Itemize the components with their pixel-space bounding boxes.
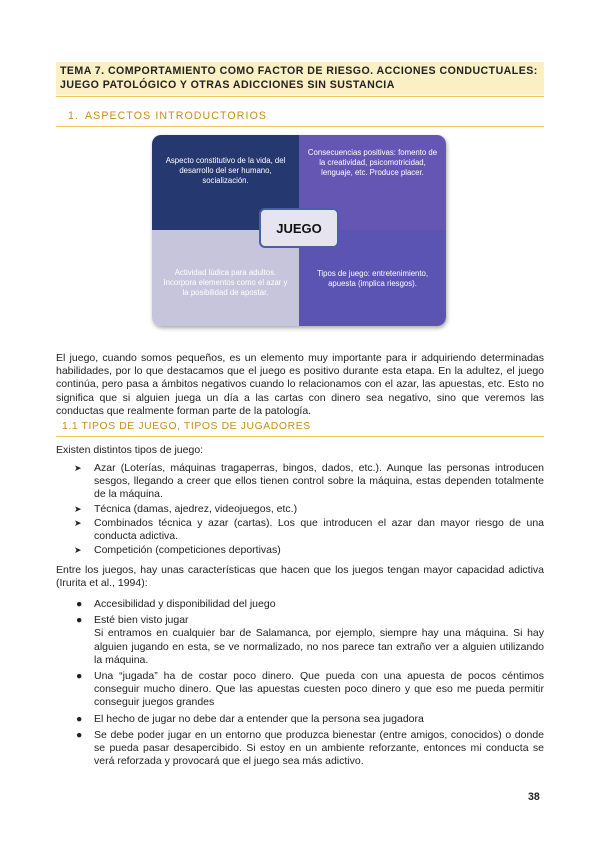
game-types-list: [56, 462, 544, 558]
list-item-text: Azar (Loterías, máquinas tragaperras, bingos, dados, etc.). Aunque las personas introducen sesgos, llegando a creer que ellos tienen control sobre la máquina, estas dependen totalmente de la máquina.: [94, 462, 544, 501]
list-item: [56, 713, 544, 726]
list-item-text: Esté bien visto jugar: [94, 614, 189, 627]
list-item-text: El hecho de jugar no debe dar a entender que la persona sea jugadora: [94, 712, 424, 725]
list-item: [56, 503, 544, 516]
list-item: [56, 598, 544, 611]
diagram-center-label: JUEGO: [259, 208, 339, 248]
topic-header: [56, 62, 544, 95]
list-item-text: Combinados técnica y azar (cartas). Los que introducen el azar dan mayor riesgo de una conducta adictiva.: [94, 516, 544, 543]
arrow-bullet-icon: ➤: [74, 517, 82, 528]
diagram-quadrant-bottom-left: Actividad lúdica para adultos. Incorpora elementos como el azar y la posibilidad de apostar.: [152, 230, 299, 326]
characteristics-intro: Entre los juegos, hay unas características que hacen que los juegos tengan mayor capacidad adictiva (Irurita et al., 1994):: [56, 564, 544, 590]
subsection-heading: 1.1 TIPOS DE JUEGO, TIPOS DE JUGADORES: [62, 421, 311, 432]
diagram-quadrant-bottom-right: Tipos de juego: entretenimiento, apuesta (implica riesgos).: [299, 230, 446, 326]
list-item: [56, 670, 544, 710]
topic-title-line-2: JUEGO PATOLÓGICO Y OTRAS ADICCIONES SIN SUSTANCIA: [60, 78, 395, 91]
bullet-icon: ●: [76, 728, 83, 741]
list-item-text: Se debe poder jugar en un entorno que produzca bienestar (entre amigos, conocidos) o donde se pueda pasar desapercibido. Si estoy en un ambiente reforzante, entonces mi conducta se verá reforzada y provocará que el juego sea más adictivo.: [94, 728, 544, 768]
types-intro: Existen distintos tipos de juego:: [56, 444, 204, 456]
bullet-icon: ●: [76, 670, 83, 683]
list-item-text: Accesibilidad y disponibilidad del juego: [94, 598, 276, 610]
list-item-text: Competición (competiciones deportivas): [94, 544, 281, 557]
list-item: [56, 517, 544, 543]
arrow-bullet-icon: ➤: [74, 463, 82, 473]
section-title: ASPECTOS INTRODUCTORIOS: [85, 110, 268, 122]
arrow-bullet-icon: ➤: [74, 545, 82, 556]
page-number: 38: [528, 791, 540, 803]
arrow-bullet-icon: ➤: [74, 503, 82, 514]
list-item: [56, 544, 544, 557]
list-item-detail: Si entramos en cualquier bar de Salamanca, por ejemplo, siempre hay una máquina. Si hay alguien jugando en esta, se ve normalizado, no nos parece tan extraño ver a alguien utilizando la máquina.: [94, 627, 544, 666]
list-item: [56, 614, 544, 667]
section-heading: [68, 110, 267, 122]
diagram-quadrant-top-right: Consecuencias positivas: fomento de la creatividad, psicomotricidad, lenguaje, etc. Produce placer.: [299, 135, 446, 230]
section-number: 1.: [68, 110, 80, 122]
list-item: [56, 462, 544, 502]
topic-title-line-1: TEMA 7. COMPORTAMIENTO COMO FACTOR DE RIESGO. ACCIONES CONDUCTUALES:: [60, 65, 538, 77]
bullet-icon: ●: [76, 598, 83, 610]
subsection-divider: [56, 436, 544, 437]
juego-diagram: [152, 135, 446, 326]
topic-divider: [56, 96, 544, 97]
bullet-icon: ●: [76, 614, 83, 627]
list-item-text: Técnica (damas, ajedrez, videojuegos, etc.): [94, 502, 298, 515]
section-divider: [56, 126, 544, 127]
intro-paragraph: El juego, cuando somos pequeños, es un elemento muy importante para ir adquiriendo determinadas habilidades, por lo que destacamos que el juego es positivo durante esta etapa. En la adultez, el juego continúa, pero pasa a ámbitos negativos cuando lo relacionamos con el azar, las apuestas, etc. Esto no significa que si alguien juega un día a las cartas con dinero sea negativo, sino que veremos las conductas que realmente forman parte de la patología.: [56, 352, 544, 417]
list-item-text: Una “jugada” ha de costar poco dinero. Que pueda con una apuesta de pocos céntimos conseguir mucho dinero. Que las apuestas cuesten poco dinero y que eso me pueda permitir conseguir juegos grandes: [94, 670, 544, 709]
characteristics-list: [56, 598, 544, 771]
bullet-icon: ●: [76, 712, 83, 725]
diagram-quadrant-top-left: Aspecto constitutivo de la vida, del desarrollo del ser humano, socialización.: [152, 135, 299, 230]
list-item: [56, 729, 544, 769]
